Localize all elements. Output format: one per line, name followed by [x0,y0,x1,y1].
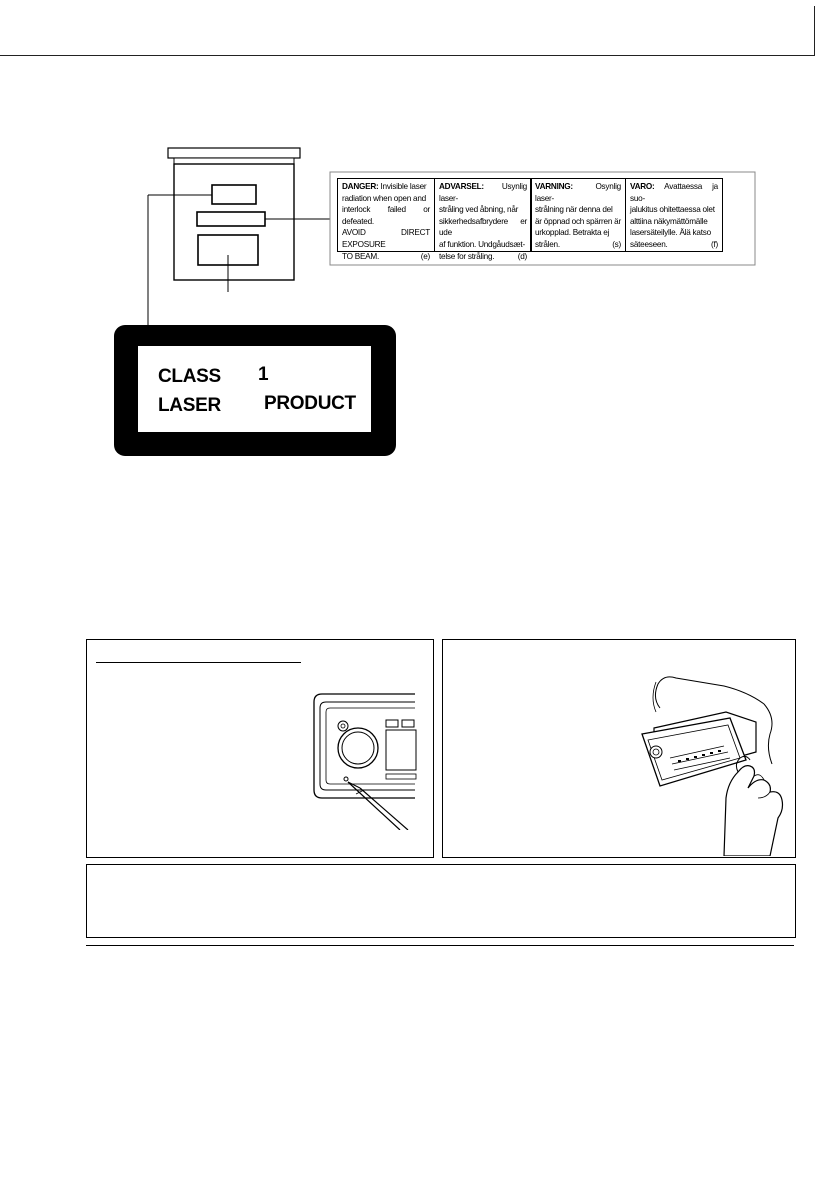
warning-heading: VARO: [630,182,655,191]
product-label-word: PRODUCT [264,393,356,414]
faceplate-removal-illustration [630,668,790,856]
class-label-number: 1 [258,364,269,385]
warning-danger: DANGER: Invisible laser radiation when open and interlock failed or defeated. AVOID DIRECT EXPOSURE TO BEAM. (e) [337,178,435,252]
reset-button-illustration [300,690,430,830]
language-code: (e) [420,251,430,261]
language-code: (d) [517,251,527,261]
warning-varo: VARO: Avattaessa ja suo- jalukitus ohitettaessa olet alttiina näkymättömälle lasersäteilylle. Älä katso säteeseen. (f) [625,178,723,252]
caution-box [86,864,796,938]
laser-label-word: LASER [158,395,221,416]
warning-heading: DANGER: [342,182,379,191]
warning-heading: VARNING: [535,182,573,191]
class-label-word: CLASS [158,366,221,387]
panel-heading-rule [96,662,301,663]
warning-advarsel: ADVARSEL: Usynlig laser- stråling ved åbning, når sikkerhedsafbrydere er ude af funktion. Undgåudsæt- telse for stråling. (d) [434,178,532,252]
language-code: (f) [711,239,718,249]
bottom-rule [86,945,794,946]
warning-varning: VARNING: Osynlig laser- strålning när denna del är öppnad och spärren är urkopplad. Betrakta ej strålen. (s) [530,178,626,252]
warning-heading: ADVARSEL: [439,182,484,191]
language-code: (s) [612,239,621,249]
